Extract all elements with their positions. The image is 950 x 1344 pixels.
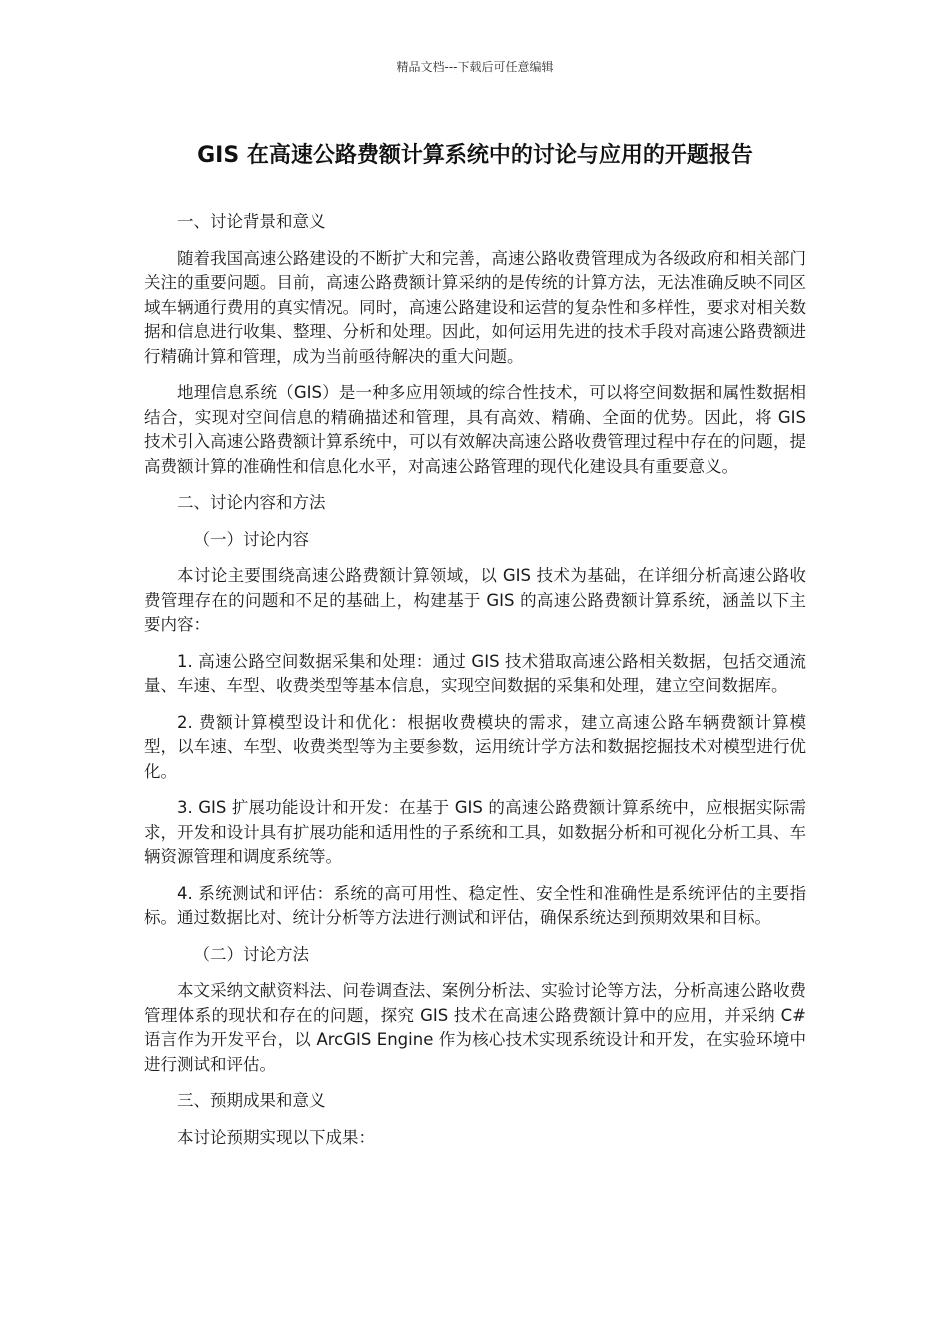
list-item-2: 2. 费额计算模型设计和优化：根据收费模块的需求，建立高速公路车辆费额计算模型，以车速、车型、收费类型等为主要参数，运用统计学方法和数据挖掘技术对模型进行优化。 <box>144 712 806 781</box>
page-header-note: 精品文档---下载后可任意编辑 <box>396 60 554 74</box>
paragraph-expected-results: 本讨论预期实现以下成果： <box>177 1127 375 1147</box>
document-body <box>144 210 806 1162</box>
list-item-3: 3. GIS 扩展功能设计和开发：在基于 GIS 的高速公路费额计算系统中，应根据实际需求，开发和设计具有扩展功能和适用性的子系统和工具，如数据分析和可视化分析工具、车辆资源管理和调度系统等。 <box>144 798 806 866</box>
section-heading-content-method: 二、讨论内容和方法 <box>177 493 326 512</box>
paragraph-content-intro: 本讨论主要围绕高速公路费额计算领域，以 GIS 技术为基础，在详细分析高速公路收费管理存在的问题和不足的基础上，构建基于 GIS 的高速公路费额计算系统，涵盖以下主要内容： <box>144 566 806 634</box>
document-title: GIS 在高速公路费额计算系统中的讨论与应用的开题报告 <box>197 143 753 168</box>
subheading-research-content: （一）讨论内容 <box>193 529 309 549</box>
paragraph-method: 本文采纳文献资料法、问卷调查法、案例分析法、实验讨论等方法，分析高速公路收费管理体系的现状和存在的问题，探究 GIS 技术在高速公路费额计算中的应用，并采纳 C#语言作为开发平台，以 ArcGIS Engine 作为核心技术实现系统设计和开发，在实验环境中进行测试和评估。 <box>144 981 806 1074</box>
subheading-research-method: （二）讨论方法 <box>193 944 309 964</box>
list-item-4: 4. 系统测试和评估：系统的高可用性、稳定性、安全性和准确性是系统评估的主要指标。通过数据比对、统计分析等方法进行测试和评估，确保系统达到预期效果和目标。 <box>144 883 806 927</box>
list-item-1: 1. 高速公路空间数据采集和处理：通过 GIS 技术猎取高速公路相关数据，包括交通流量、车速、车型、收费类型等基本信息，实现空间数据的采集和处理，建立空间数据库。 <box>144 651 806 695</box>
section-heading-expected-results: 三、预期成果和意义 <box>177 1091 326 1110</box>
paragraph-background-2: 地理信息系统（GIS）是一种多应用领域的综合性技术，可以将空间数据和属性数据相结合，实现对空间信息的精确描述和管理，具有高效、精确、全面的优势。因此，将 GIS 技术引入高速公路费额计算系统中，可以有效解决高速公路收费管理过程中存在的问题，提高费额计算的准确性和信息化水平，对高速公路管理的现代化建设具有重要意义。 <box>144 383 806 476</box>
section-heading-background: 一、讨论背景和意义 <box>177 212 326 231</box>
paragraph-background-1: 随着我国高速公路建设的不断扩大和完善，高速公路收费管理成为各级政府和相关部门关注的重要问题。目前，高速公路费额计算采纳的是传统的计算方法，无法准确反映不同区域车辆通行费用的真实情况。同时，高速公路建设和运营的复杂性和多样性，要求对相关数据和信息进行收集、整理、分析和处理。因此，如何运用先进的技术手段对高速公路费额进行精确计算和管理，成为当前亟待解决的重大问题。 <box>144 248 806 366</box>
